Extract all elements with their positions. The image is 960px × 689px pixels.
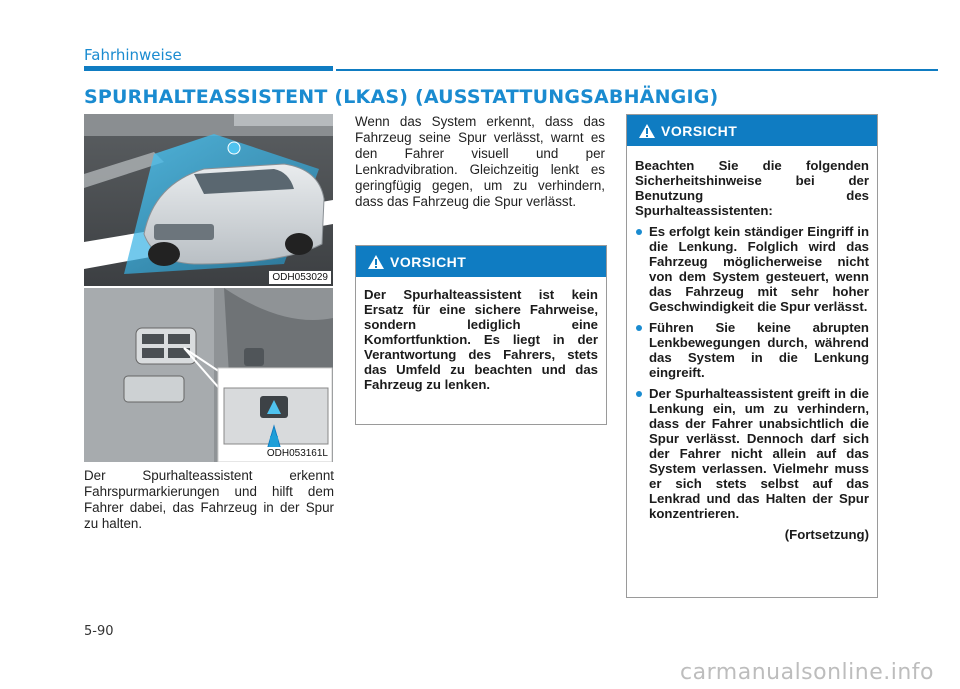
list-item: Der Spurhalteassistent greift in die Lenkung ein, um zu verhindern, dass der Fahrer unabsichtlich die Spur verlässt. Dennoch darf sich der Fahrer nicht allein auf das System verlassen. Vielmehr muss er sich stets selbst auf das Lenkrad und das Halten der Spur konzentrieren. (635, 386, 869, 521)
header-rule-thick (84, 66, 333, 71)
figure-code: ODH053161L (264, 447, 331, 460)
caution-header (356, 246, 606, 277)
list-item: Es erfolgt kein ständiger Eingriff in die Lenkung. Folglich wird das Fahrzeug möglicherweise nicht von dem System gesteuert, wenn das Fahrzeug mit sehr hoher Geschwindigkeit die Spur verlässt. (635, 224, 869, 314)
figure-lane-camera (84, 114, 333, 286)
page-heading: SPURHALTEASSISTENT (LKAS) (AUSSTATTUNGSABHÄNGIG) (84, 86, 719, 108)
system-paragraph: Wenn das System erkennt, dass das Fahrzeug seine Spur verlässt, warnt es den Fahrer visuell und per Lenkradvibration. Gleichzeitig lenkt es geringfügig gegen, um zu verhindern, dass das Fahrzeug die Spur verlässt. (355, 114, 605, 209)
bullet-icon (636, 325, 642, 331)
header-rule-thin (336, 69, 938, 71)
intro-paragraph: Der Spurhalteassistent erkennt Fahrspurmarkierungen und hilft dem Fahrer dabei, das Fahrzeug in der Spur zu halten. (84, 468, 334, 531)
figure-code: ODH053029 (269, 271, 331, 284)
caution-body (627, 146, 877, 550)
car-lane-illustration (84, 114, 333, 286)
caution-header (627, 115, 877, 146)
warning-triangle-icon (639, 124, 655, 138)
page-number: 5-90 (84, 624, 114, 639)
caution-label: VORSICHT (390, 253, 467, 270)
warning-triangle-icon (368, 255, 384, 269)
watermark: carmanualsonline.info (680, 660, 934, 685)
caution-bullet-list (635, 224, 869, 521)
caution-label: VORSICHT (661, 122, 738, 139)
caution-text: Der Spurhalteassistent ist kein Ersatz für eine sichere Fahrweise, sondern lediglich eine Komfortfunktion. Es liegt in der Verantwortung des Fahrers, stets das Umfeld zu beachten und das Fahrzeug zu lenken. (364, 287, 598, 392)
caution-box-2 (626, 114, 878, 598)
figure-lkas-button (84, 288, 333, 462)
dashboard-button-illustration (84, 288, 333, 462)
section-title: Fahrhinweise (84, 46, 182, 64)
continued-note: (Fortsetzung) (784, 527, 869, 542)
list-item: Führen Sie keine abrupten Lenkbewegungen durch, während das System in die Lenkung eingreift. (635, 320, 869, 380)
bullet-icon (636, 391, 642, 397)
bullet-icon (636, 229, 642, 235)
caution-box-1 (355, 245, 607, 425)
caution-intro: Beachten Sie die folgenden Sicherheitshinweise bei der Benutzung des Spurhalteassistenten: (635, 158, 869, 218)
